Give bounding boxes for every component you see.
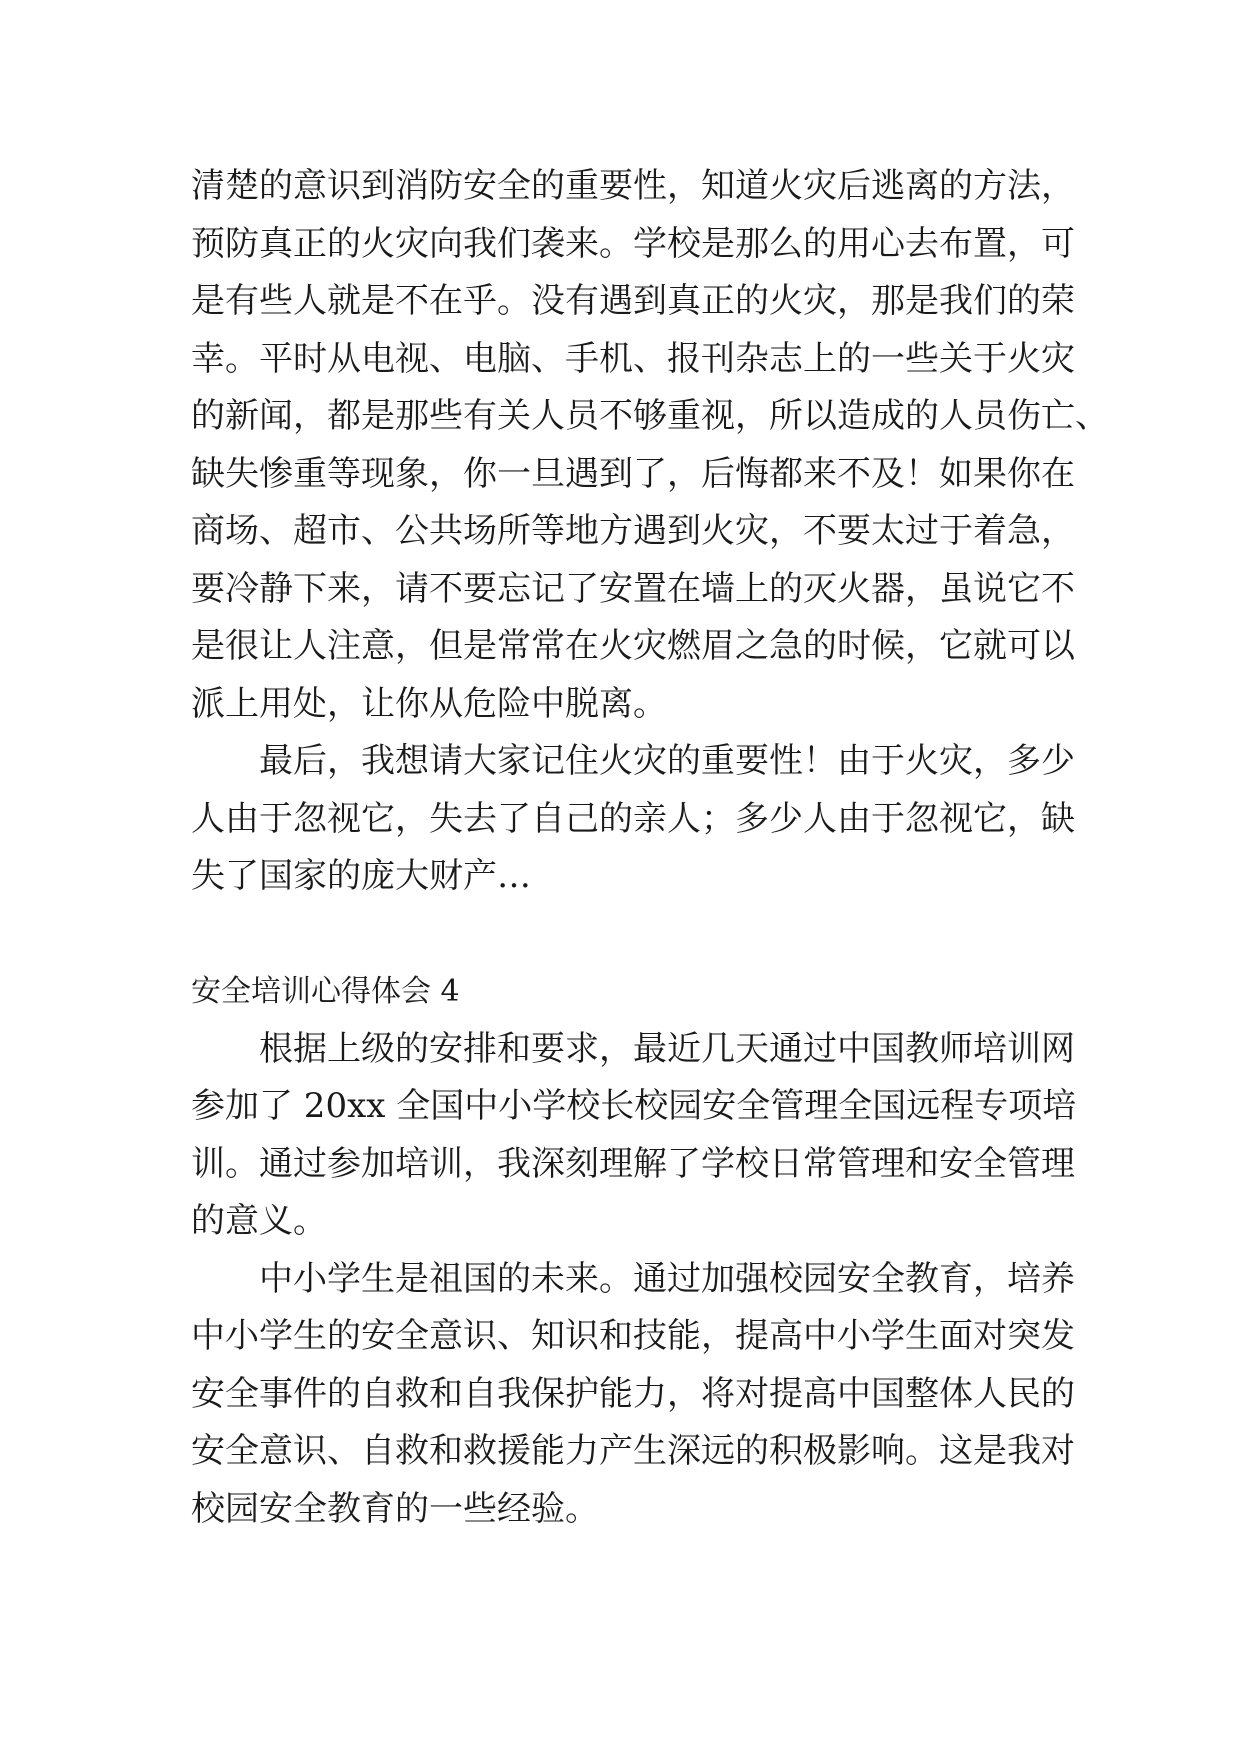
text-line: 预防真正的火灾向我们袭来。学校是那么的用心去布置，可 (191, 223, 1075, 264)
text-line: 中小学生的安全意识、知识和技能，提高中小学生面对突发 (191, 1316, 1075, 1356)
text-line: 安全事件的自救和自我保护能力，将对提高中国整体人民的 (191, 1373, 1075, 1414)
text-line: 根据上级的安排和要求，最近几天通过中国教师培训网 (259, 1028, 1075, 1069)
text-line: 最后，我想请大家记住火灾的重要性！由于火灾，多少 (259, 741, 1075, 781)
text-line: 人由于忽视它，失去了自己的亲人；多少人由于忽视它，缺 (191, 798, 1075, 839)
paragraph-conclusion (191, 733, 1075, 906)
text-line: 参加了 20xx 全国中小学校长校园安全管理全国远程专项培 (191, 1086, 1077, 1126)
text-line: 是很让人注意，但是常常在火灾燃眉之急的时候，它就可以 (191, 626, 1075, 666)
text-line: 训。通过参加培训，我深刻理解了学校日常管理和安全管理 (191, 1143, 1075, 1184)
text-line: 安全意识、自救和救援能力产生深远的积极影响。这是我对 (191, 1431, 1075, 1471)
text-line: 的意义。 (191, 1201, 327, 1241)
paragraph-training-intro (191, 1021, 1077, 1251)
text-line: 商场、超市、公共场所等地方遇到火灾，不要太过于着急， (191, 511, 1075, 551)
text-line: 校园安全教育的一些经验。 (191, 1488, 599, 1529)
text-line: 的新闻，都是那些有关人员不够重视，所以造成的人员伤亡、 (191, 396, 1109, 436)
text-line: 缺失惨重等现象，你一旦遇到了，后悔都来不及！如果你在 (191, 453, 1075, 494)
text-line: 派上用处，让你从危险中脱离。 (191, 683, 667, 724)
text-line: 是有些人就是不在乎。没有遇到真正的火灾，那是我们的荣 (191, 281, 1075, 321)
paragraph-spacer (191, 906, 1051, 964)
text-line: 中小学生是祖国的未来。通过加强校园安全教育，培养 (259, 1258, 1075, 1299)
document-body (191, 158, 1109, 1538)
paragraph-students-future (191, 1251, 1075, 1539)
text-line: 幸。平时从电视、电脑、手机、报刊杂志上的一些关于火灾 (191, 338, 1075, 379)
text-line: 清楚的意识到消防安全的重要性，知道火灾后逃离的方法， (191, 166, 1075, 206)
paragraph-fire-safety (191, 158, 1109, 733)
section-heading: 安全培训心得体会 4 (191, 974, 460, 1009)
text-line: 失了国家的庞大财产… (191, 856, 531, 896)
text-line: 要冷静下来，请不要忘记了安置在墙上的灭火器，虽说它不 (191, 568, 1075, 609)
